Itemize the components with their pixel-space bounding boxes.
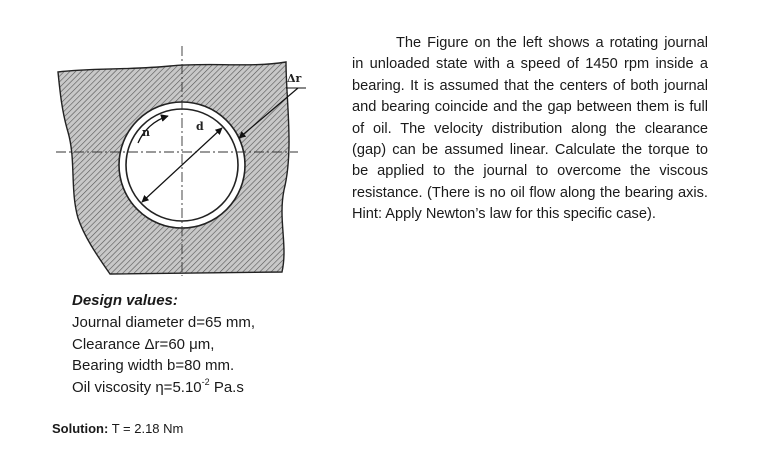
label-delta-r: Δr [287,72,302,85]
clearance: Clearance Δr=60 μm, [72,335,215,353]
solution [52,421,183,436]
oil-viscosity [72,377,372,399]
problem-statement: The Figure on the left shows a rotating journal in unloaded state with a speed of 1450 rpm inside a bearing. It is assumed that the centers of both journal and bearing coincide and the gap between them is full of oil. The velocity distribution along the clearance (gap) can be assumed linear. Calculate the torque to be applied to the journal to overcome the viscous resistance. (There is no oil flow along the bearing axis. Hint: Apply Newton’s law for this specific case). [352,35,708,223]
design-values-title: Design values: [72,292,178,309]
bearing-width: Bearing width b=80 mm. [72,357,235,374]
label-n: n [142,126,150,139]
oil-viscosity-unit: Pa.s [209,378,244,396]
bearing-figure [50,40,310,280]
oil-viscosity-exponent: -2 [201,376,210,387]
journal-diameter: Journal diameter d=65 mm, [72,314,256,331]
solution-value: T = 2.18 Nm [108,421,184,436]
design-values [72,292,372,398]
oil-viscosity-value: Oil viscosity η=5.10 [72,378,202,396]
solution-label: Solution: [52,421,109,436]
label-d: d [196,120,204,133]
